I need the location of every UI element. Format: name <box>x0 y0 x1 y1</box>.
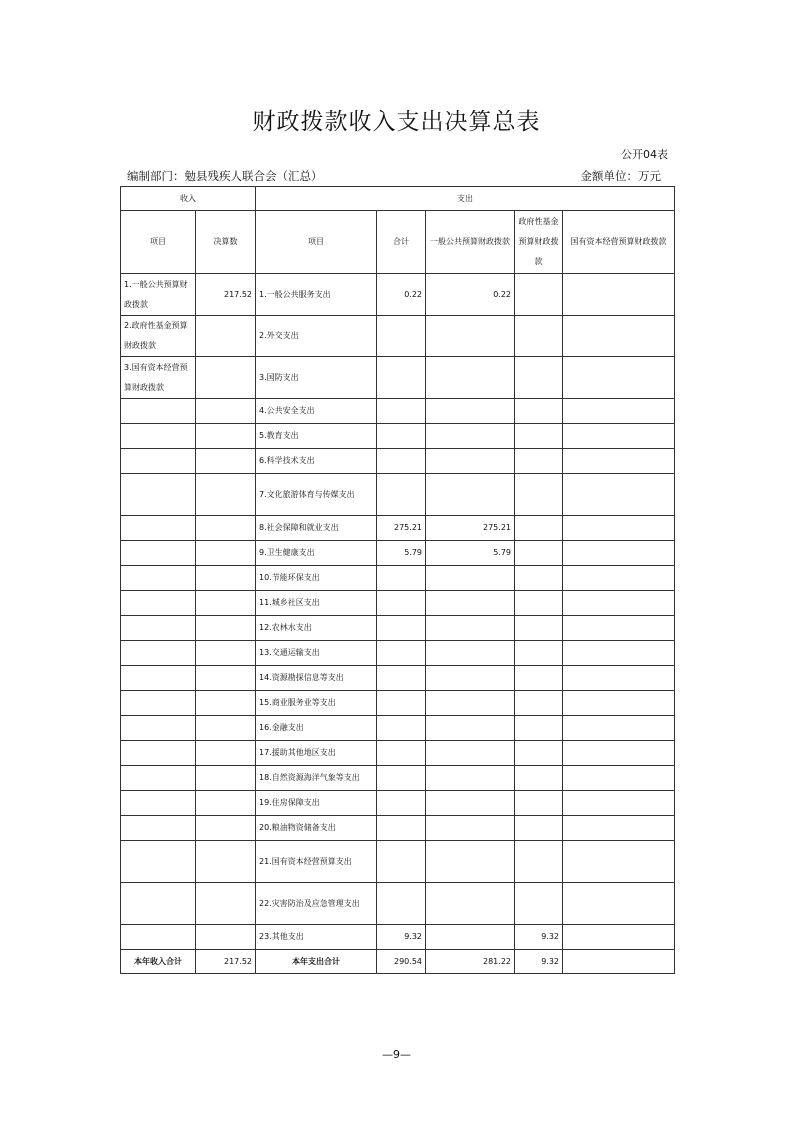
cell-state-capital <box>563 399 675 424</box>
cell-expense-total <box>377 591 426 616</box>
cell-expense-total <box>377 883 426 925</box>
fiscal-summary-table <box>120 186 675 974</box>
cell-income-amount <box>196 316 256 357</box>
cell-expense-total <box>377 816 426 841</box>
table-row <box>121 357 675 399</box>
cell-state-capital <box>563 357 675 399</box>
cell-income-amount <box>196 424 256 449</box>
cell-income-amount <box>196 449 256 474</box>
total-income-amount: 217.52 <box>196 950 256 974</box>
cell-income-item <box>121 791 196 816</box>
cell-income-amount <box>196 766 256 791</box>
table-row <box>121 883 675 925</box>
table-row <box>121 399 675 424</box>
table-row <box>121 716 675 741</box>
cell-income-item <box>121 616 196 641</box>
cell-gov-fund <box>515 616 563 641</box>
cell-expense-total: 9.32 <box>377 925 426 950</box>
cell-state-capital <box>563 424 675 449</box>
cell-income-amount <box>196 566 256 591</box>
cell-income-item: 2.政府性基金预算财政拨款 <box>121 316 196 357</box>
header-general-budget: 一般公共预算财政拨款 <box>426 211 515 274</box>
cell-income-item <box>121 841 196 883</box>
cell-income-item <box>121 449 196 474</box>
cell-gov-fund <box>515 424 563 449</box>
cell-gov-fund <box>515 541 563 566</box>
form-number: 公开04表 <box>621 148 668 161</box>
table-row <box>121 766 675 791</box>
cell-income-item <box>121 591 196 616</box>
cell-gov-fund <box>515 474 563 516</box>
cell-expense-total <box>377 691 426 716</box>
cell-general-budget <box>426 357 515 399</box>
cell-income-amount <box>196 516 256 541</box>
cell-general-budget <box>426 449 515 474</box>
cell-gov-fund <box>515 274 563 316</box>
cell-income-amount <box>196 816 256 841</box>
cell-expense-item: 10.节能环保支出 <box>256 566 377 591</box>
cell-income-item <box>121 516 196 541</box>
cell-gov-fund <box>515 841 563 883</box>
cell-expense-total <box>377 616 426 641</box>
table-row <box>121 816 675 841</box>
total-expense-total: 290.54 <box>377 950 426 974</box>
department-name: 勉县残疾人联合会（汇总） <box>184 169 323 183</box>
cell-state-capital <box>563 449 675 474</box>
cell-expense-total <box>377 716 426 741</box>
cell-income-amount <box>196 691 256 716</box>
cell-state-capital <box>563 666 675 691</box>
cell-general-budget <box>426 474 515 516</box>
cell-state-capital <box>563 741 675 766</box>
cell-expense-item: 5.教育支出 <box>256 424 377 449</box>
cell-income-item <box>121 741 196 766</box>
cell-income-amount <box>196 791 256 816</box>
cell-expense-total <box>377 666 426 691</box>
cell-general-budget <box>426 424 515 449</box>
cell-expense-item: 22.灾害防治及应急管理支出 <box>256 883 377 925</box>
cell-expense-item: 6.科学技术支出 <box>256 449 377 474</box>
cell-income-item: 3.国有资本经营预算财政拨款 <box>121 357 196 399</box>
cell-income-item <box>121 666 196 691</box>
department-label: 编制部门： <box>127 169 185 183</box>
cell-state-capital <box>563 766 675 791</box>
cell-income-amount <box>196 716 256 741</box>
cell-general-budget <box>426 616 515 641</box>
table-row <box>121 449 675 474</box>
cell-gov-fund <box>515 791 563 816</box>
cell-gov-fund <box>515 591 563 616</box>
cell-gov-fund <box>515 666 563 691</box>
cell-state-capital <box>563 841 675 883</box>
cell-state-capital <box>563 716 675 741</box>
cell-expense-item: 14.资源勘探信息等支出 <box>256 666 377 691</box>
cell-expense-item: 7.文化旅游体育与传媒支出 <box>256 474 377 516</box>
cell-state-capital <box>563 816 675 841</box>
cell-expense-item: 16.金融支出 <box>256 716 377 741</box>
cell-income-item <box>121 399 196 424</box>
cell-gov-fund <box>515 566 563 591</box>
cell-income-item <box>121 766 196 791</box>
cell-general-budget <box>426 641 515 666</box>
cell-income-item <box>121 716 196 741</box>
cell-expense-total <box>377 766 426 791</box>
cell-expense-total <box>377 449 426 474</box>
header-total: 合计 <box>377 211 426 274</box>
cell-income-amount <box>196 541 256 566</box>
cell-expense-item: 9.卫生健康支出 <box>256 541 377 566</box>
totals-row <box>121 950 675 974</box>
cell-general-budget: 275.21 <box>426 516 515 541</box>
cell-income-item <box>121 691 196 716</box>
table-row <box>121 791 675 816</box>
cell-expense-total <box>377 474 426 516</box>
table-row <box>121 641 675 666</box>
cell-state-capital <box>563 883 675 925</box>
table-row <box>121 741 675 766</box>
unit-label: 金额单位：万元 <box>580 169 661 183</box>
cell-general-budget <box>426 666 515 691</box>
cell-general-budget <box>426 566 515 591</box>
header-income-amount: 决算数 <box>196 211 256 274</box>
cell-expense-total <box>377 566 426 591</box>
cell-state-capital <box>563 925 675 950</box>
cell-income-amount <box>196 925 256 950</box>
cell-expense-item: 21.国有资本经营预算支出 <box>256 841 377 883</box>
cell-general-budget <box>426 791 515 816</box>
cell-general-budget <box>426 883 515 925</box>
cell-expense-total <box>377 741 426 766</box>
cell-income-item <box>121 641 196 666</box>
cell-general-budget: 0.22 <box>426 274 515 316</box>
cell-general-budget <box>426 841 515 883</box>
cell-state-capital <box>563 566 675 591</box>
cell-income-item <box>121 883 196 925</box>
cell-income-amount <box>196 641 256 666</box>
cell-income-item <box>121 541 196 566</box>
table-row <box>121 566 675 591</box>
cell-state-capital <box>563 516 675 541</box>
cell-expense-item: 13.交通运输支出 <box>256 641 377 666</box>
cell-gov-fund <box>515 716 563 741</box>
department <box>127 168 323 184</box>
cell-expense-item: 15.商业服务业等支出 <box>256 691 377 716</box>
cell-expense-item: 23.其他支出 <box>256 925 377 950</box>
cell-expense-total <box>377 399 426 424</box>
total-income-label: 本年收入合计 <box>121 950 196 974</box>
header-expense: 支出 <box>256 187 675 211</box>
cell-income-amount <box>196 841 256 883</box>
table-row <box>121 424 675 449</box>
table-row <box>121 474 675 516</box>
table-row <box>121 316 675 357</box>
header-state-capital: 国有资本经营预算财政拨款 <box>563 211 675 274</box>
cell-expense-item: 18.自然资源海洋气象等支出 <box>256 766 377 791</box>
cell-income-item <box>121 424 196 449</box>
table-row <box>121 591 675 616</box>
cell-expense-total: 275.21 <box>377 516 426 541</box>
cell-expense-item: 19.住房保障支出 <box>256 791 377 816</box>
header-expense-item: 项目 <box>256 211 377 274</box>
cell-expense-total <box>377 841 426 883</box>
cell-expense-item: 20.粮油物资储备支出 <box>256 816 377 841</box>
cell-income-amount <box>196 616 256 641</box>
cell-gov-fund <box>515 399 563 424</box>
total-gov-fund: 9.32 <box>515 950 563 974</box>
cell-general-budget: 5.79 <box>426 541 515 566</box>
cell-expense-total <box>377 641 426 666</box>
cell-expense-item: 11.城乡社区支出 <box>256 591 377 616</box>
cell-expense-item: 3.国防支出 <box>256 357 377 399</box>
cell-income-amount <box>196 399 256 424</box>
cell-general-budget <box>426 925 515 950</box>
cell-gov-fund <box>515 357 563 399</box>
table-body <box>121 187 675 974</box>
cell-general-budget <box>426 741 515 766</box>
cell-state-capital <box>563 274 675 316</box>
cell-state-capital <box>563 791 675 816</box>
cell-gov-fund: 9.32 <box>515 925 563 950</box>
cell-expense-item: 12.农林水支出 <box>256 616 377 641</box>
cell-expense-total <box>377 424 426 449</box>
cell-gov-fund <box>515 641 563 666</box>
cell-expense-total: 5.79 <box>377 541 426 566</box>
cell-general-budget <box>426 716 515 741</box>
table-row <box>121 841 675 883</box>
page-number: —9— <box>382 1048 411 1061</box>
cell-general-budget <box>426 816 515 841</box>
cell-income-amount <box>196 591 256 616</box>
cell-gov-fund <box>515 766 563 791</box>
total-expense-label: 本年支出合计 <box>256 950 377 974</box>
table-row <box>121 541 675 566</box>
cell-state-capital <box>563 691 675 716</box>
cell-gov-fund <box>515 316 563 357</box>
cell-income-amount <box>196 741 256 766</box>
cell-expense-item: 4.公共安全支出 <box>256 399 377 424</box>
table-row <box>121 691 675 716</box>
cell-state-capital <box>563 474 675 516</box>
header-income: 收入 <box>121 187 256 211</box>
cell-general-budget <box>426 316 515 357</box>
cell-income-amount <box>196 883 256 925</box>
cell-general-budget <box>426 766 515 791</box>
page-title: 财政拨款收入支出决算总表 <box>252 109 541 135</box>
cell-general-budget <box>426 399 515 424</box>
cell-state-capital <box>563 316 675 357</box>
meta-row <box>127 168 661 184</box>
cell-state-capital <box>563 616 675 641</box>
cell-expense-item: 2.外交支出 <box>256 316 377 357</box>
cell-gov-fund <box>515 691 563 716</box>
cell-income-amount <box>196 666 256 691</box>
cell-state-capital <box>563 591 675 616</box>
header-row-2 <box>121 211 675 274</box>
table-row <box>121 274 675 316</box>
cell-gov-fund <box>515 449 563 474</box>
cell-income-amount: 217.52 <box>196 274 256 316</box>
cell-income-item <box>121 566 196 591</box>
cell-state-capital <box>563 641 675 666</box>
header-gov-fund: 政府性基金预算财政拨款 <box>515 211 563 274</box>
table-row <box>121 516 675 541</box>
cell-income-item <box>121 925 196 950</box>
table-row <box>121 666 675 691</box>
cell-expense-item: 17.援助其他地区支出 <box>256 741 377 766</box>
cell-income-amount <box>196 474 256 516</box>
cell-general-budget <box>426 691 515 716</box>
cell-expense-item: 8.社会保障和就业支出 <box>256 516 377 541</box>
table-row <box>121 616 675 641</box>
cell-expense-total: 0.22 <box>377 274 426 316</box>
total-general-budget: 281.22 <box>426 950 515 974</box>
table-row <box>121 925 675 950</box>
cell-expense-total <box>377 357 426 399</box>
cell-income-item <box>121 816 196 841</box>
header-income-item: 项目 <box>121 211 196 274</box>
total-state-capital <box>563 950 675 974</box>
cell-gov-fund <box>515 883 563 925</box>
cell-expense-total <box>377 316 426 357</box>
cell-expense-total <box>377 791 426 816</box>
cell-gov-fund <box>515 741 563 766</box>
cell-gov-fund <box>515 516 563 541</box>
cell-gov-fund <box>515 816 563 841</box>
cell-income-amount <box>196 357 256 399</box>
cell-income-item <box>121 474 196 516</box>
header-row-1 <box>121 187 675 211</box>
cell-state-capital <box>563 541 675 566</box>
cell-expense-item: 1.一般公共服务支出 <box>256 274 377 316</box>
cell-general-budget <box>426 591 515 616</box>
cell-income-item: 1.一般公共预算财政拨款 <box>121 274 196 316</box>
